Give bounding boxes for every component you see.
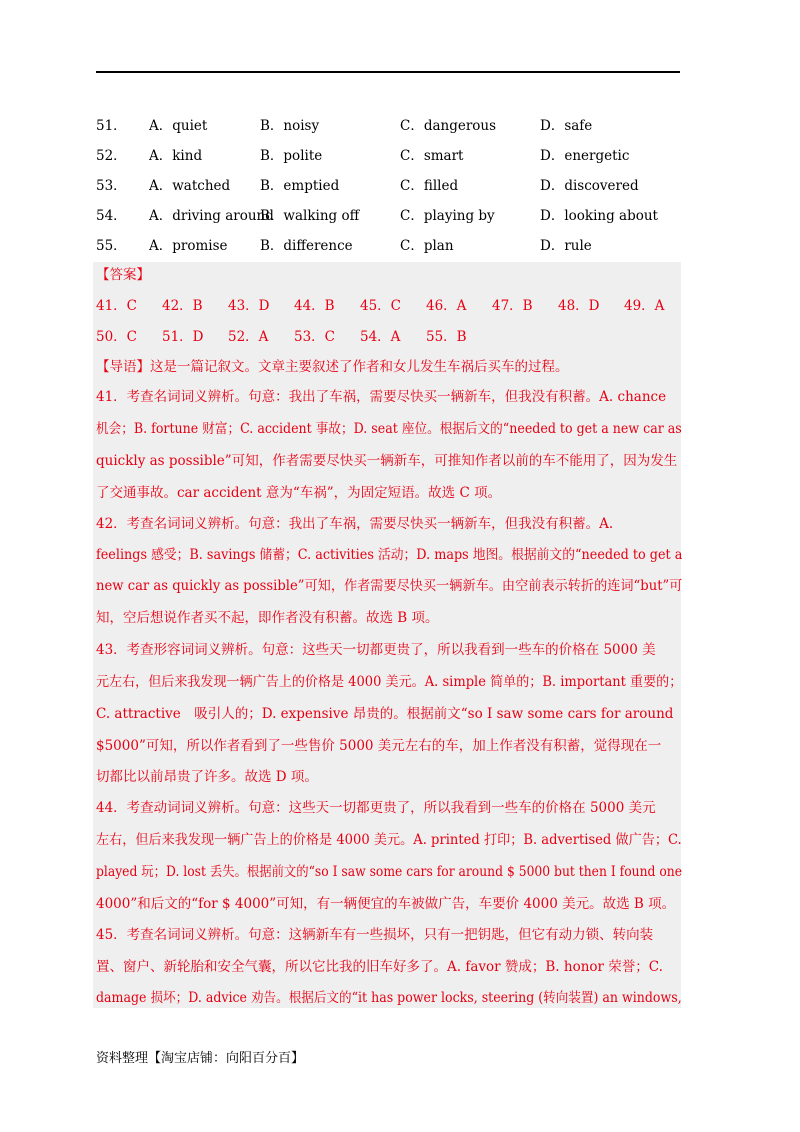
explanation-line: 41．考查名词词义辨析。句意：我出了车祸，需要尽快买一辆新车，但我没有积蓄。A. chance xyxy=(96,389,667,405)
option-a: A．promise xyxy=(149,238,228,254)
option-a: A．quiet xyxy=(149,118,208,134)
answer-heading: 【答案】 xyxy=(96,267,150,283)
explanation-line: 左右，但后来我发现一辆广告上的价格是 4000 美元。A. printed 打印；B. advertised 做广告；C. xyxy=(96,832,682,848)
option-c: C．plan xyxy=(400,238,454,254)
answer-key-item: 54．A xyxy=(360,329,401,345)
explanation-line: played 玩；D. lost 丢失。根据前文的“so I saw some cars for around $ 5000 but then I found one xyxy=(96,864,683,880)
option-d: D．energetic xyxy=(540,148,630,164)
option-d: D．discovered xyxy=(540,178,639,194)
answer-key-item: 48．D xyxy=(558,298,600,314)
option-a: A．driving around xyxy=(149,208,274,224)
explanation-line: 45．考查名词词义辨析。句意：这辆新车有一些损坏，只有一把钥匙，但它有动力锁、转向装 xyxy=(96,927,654,943)
explanation-line: $5000”可知，所以作者看到了一些售价 5000 美元左右的车，加上作者没有积蓄，觉得现在一 xyxy=(96,738,662,754)
option-d: D．safe xyxy=(540,118,593,134)
option-c: C．dangerous xyxy=(400,118,497,134)
explanation-line: 42．考查名词词义辨析。句意：我出了车祸，需要尽快买一辆新车，但我没有积蓄。A. xyxy=(96,516,614,532)
explanation-line: new car as quickly as possible”可知，作者需要尽快买一辆新车。由空前表示转折的连词“but”可 xyxy=(96,578,683,594)
explanation-line: 元左右，但后来我发现一辆广告上的价格是 4000 美元。A. simple 简单的；B. important 重要的； xyxy=(96,674,683,690)
question-number: 53． xyxy=(96,178,127,194)
option-c: C．filled xyxy=(400,178,459,194)
option-a: A．kind xyxy=(149,148,203,164)
answer-key-item: 51．D xyxy=(162,329,204,345)
explanation-line: 机会；B. fortune 财富；C. accident 事故；D. seat 座位。根据后文的“needed to get a new car as xyxy=(96,421,682,437)
answer-key-item: 53．C xyxy=(294,329,336,345)
answer-key-item: 50．C xyxy=(96,329,138,345)
answer-key-item: 44．B xyxy=(294,298,335,314)
option-d: D．rule xyxy=(540,238,592,254)
question-number: 55． xyxy=(96,238,127,254)
explanation-line: 44．考查动词词义辨析。句意：这些天一切都更贵了，所以我看到一些车的价格在 5000 美元 xyxy=(96,800,656,816)
answer-key-item: 45．C xyxy=(360,298,402,314)
question-number: 51． xyxy=(96,118,127,134)
answer-key-item: 55．B xyxy=(426,329,467,345)
explanation-line: 切都比以前昂贵了许多。故选 D 项。 xyxy=(96,769,318,785)
answer-key-item: 43．D xyxy=(228,298,270,314)
option-c: C．smart xyxy=(400,148,464,164)
option-b: B．walking off xyxy=(260,208,360,224)
explanation-line: 了交通事故。car accident 意为“车祸”，为固定短语。故选 C 项。 xyxy=(96,485,502,501)
answer-key-item: 42．B xyxy=(162,298,203,314)
explanation-line: quickly as possible”可知，作者需要尽快买一辆新车，可推知作者以前的车不能用了，因为发生 xyxy=(96,453,678,469)
option-d: D．looking about xyxy=(540,208,658,224)
explanation-line: 43．考查形容词词义辨析。句意：这些天一切都更贵了，所以我看到一些车的价格在 5000 美 xyxy=(96,642,656,658)
explanation-line: feelings 感受；B. savings 储蓄；C. activities 活动；D. maps 地图。根据前文的“needed to get a xyxy=(96,547,683,563)
option-b: B．polite xyxy=(260,148,323,164)
question-number: 52． xyxy=(96,148,127,164)
answer-key-item: 47．B xyxy=(492,298,533,314)
answer-key-item: 41．C xyxy=(96,298,138,314)
header-rule xyxy=(96,71,680,73)
option-a: A．watched xyxy=(149,178,231,194)
answer-key-item: 52．A xyxy=(228,329,269,345)
explanation-line: 置、窗户、新轮胎和安全气囊，所以它比我的旧车好多了。A. favor 赞成；B. honor 荣誉；C. xyxy=(96,959,663,975)
explanation-line: 【导语】这是一篇记叙文。文章主要叙述了作者和女儿发生车祸后买车的过程。 xyxy=(96,359,569,375)
answer-key-item: 49．A xyxy=(624,298,665,314)
answer-key-item: 46．A xyxy=(426,298,467,314)
option-b: B．noisy xyxy=(260,118,320,134)
explanation-line: 知，空后想说作者买不起，即作者没有积蓄。故选 B 项。 xyxy=(96,610,439,626)
question-number: 54． xyxy=(96,208,127,224)
explanation-line: damage 损坏；D. advice 劝告。根据后文的“it has power locks, steering (转向装置) an windows, xyxy=(96,990,682,1006)
page-footer: 资料整理【淘宝店铺：向阳百分百】 xyxy=(96,1051,305,1066)
option-c: C．playing by xyxy=(400,208,495,224)
explanation-line: C. attractive 吸引人的；D. expensive 昂贵的。根据前文“so I saw some cars for around xyxy=(96,706,674,722)
option-b: B．difference xyxy=(260,238,353,254)
explanation-line: 4000”和后文的“for $ 4000”可知，有一辆便宜的车被做广告，车要价 4000 美元。故选 B 项。 xyxy=(96,896,676,912)
option-b: B．emptied xyxy=(260,178,340,194)
